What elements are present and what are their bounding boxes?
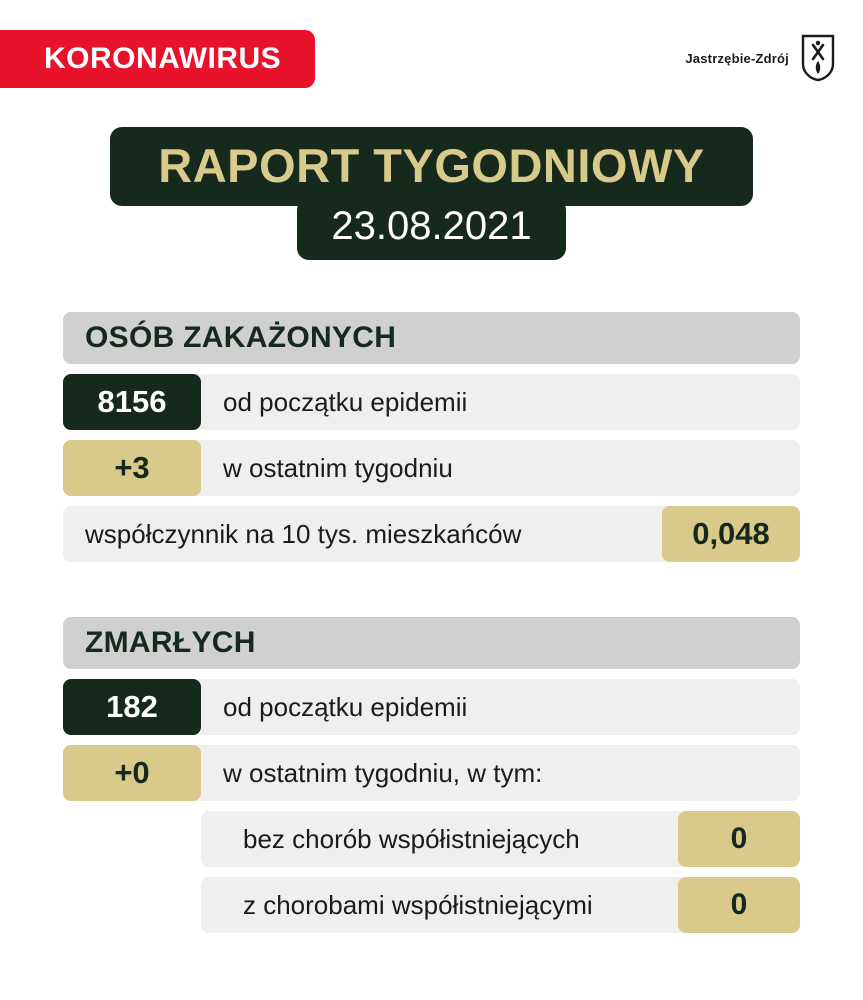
deaths-week-value: +0 (63, 745, 201, 801)
section-deaths (63, 617, 800, 933)
deaths-no-comorbidity-value: 0 (678, 811, 800, 867)
report-title-block (0, 127, 863, 260)
table-row (201, 811, 800, 867)
koronawirus-label: KORONAWIRUS (44, 42, 282, 75)
city-name-label: Jastrzębie-Zdrój (685, 50, 789, 66)
infected-rate-label: współczynnik na 10 tys. mieszkańców (85, 518, 522, 549)
infected-rate-value: 0,048 (662, 506, 800, 562)
table-row (63, 745, 800, 801)
section-deaths-header (63, 617, 800, 669)
deaths-with-comorbidity-value: 0 (678, 877, 800, 933)
infected-week-label: w ostatnim tygodniu (223, 452, 453, 483)
table-row (63, 679, 800, 735)
deaths-no-comorbidity-label: bez chorób współistniejących (243, 823, 580, 854)
table-row (63, 374, 800, 430)
table-row (63, 506, 800, 562)
table-row (63, 440, 800, 496)
section-infected-header (63, 312, 800, 364)
koronawirus-banner (0, 30, 315, 88)
section-infected-title: OSÓB ZAKAŻONYCH (85, 321, 397, 354)
section-deaths-title: ZMARŁYCH (85, 626, 256, 659)
deaths-total-label: od początku epidemii (223, 691, 468, 722)
section-infected (63, 312, 800, 562)
infected-week-value: +3 (63, 440, 201, 496)
report-date: 23.08.2021 (297, 198, 565, 260)
deaths-total-value: 182 (63, 679, 201, 735)
deaths-week-label: w ostatnim tygodniu, w tym: (223, 757, 543, 788)
deaths-with-comorbidity-label: z chorobami współistniejącymi (243, 889, 593, 920)
table-row (201, 877, 800, 933)
coat-of-arms-icon (801, 34, 835, 82)
header-bar (0, 30, 863, 88)
report-date-row (0, 198, 863, 260)
page-title: RAPORT TYGODNIOWY (110, 127, 752, 206)
infected-total-value: 8156 (63, 374, 201, 430)
city-identity (685, 34, 835, 82)
infected-total-label: od początku epidemii (223, 386, 468, 417)
